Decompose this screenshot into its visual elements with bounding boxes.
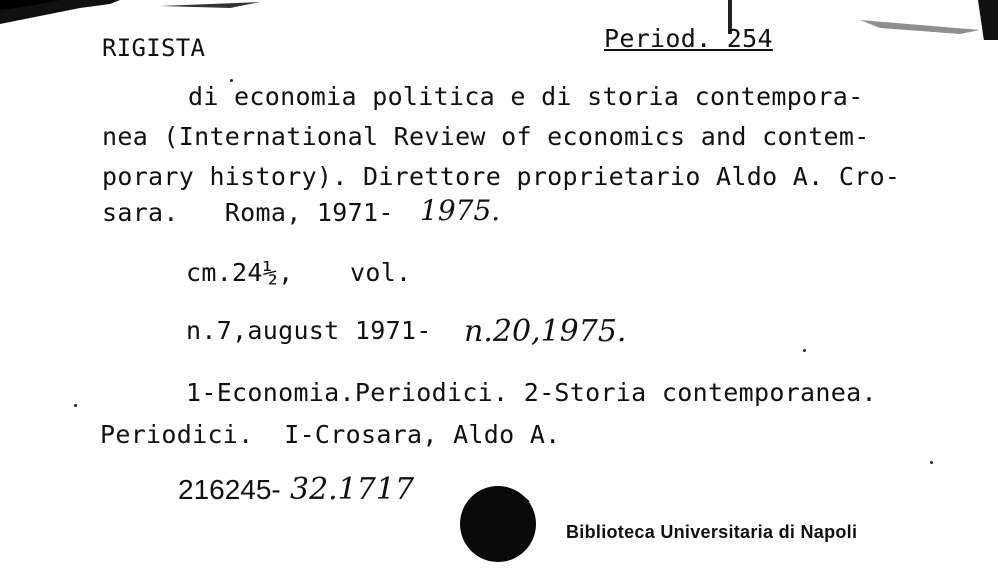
- library-stamp: Biblioteca Universitaria di Napoli: [566, 522, 858, 542]
- subjects-line-2: Periodici. I-Crosara, Aldo A.: [100, 420, 561, 449]
- inventory-handwritten: 32.1717: [290, 472, 415, 507]
- holdings: n.7,august 1971-: [186, 316, 432, 345]
- title-line-2: nea (International Review of economics and contem-: [102, 122, 870, 151]
- speck: [930, 461, 933, 464]
- title-line-4: sara. Roma, 1971-: [102, 198, 394, 227]
- shelf-mark: Period. 254: [604, 24, 773, 53]
- size: cm.24½,: [186, 258, 294, 287]
- library-seal-icon: [457, 478, 539, 562]
- title-line-1: di economia politica e di storia contempora-: [188, 82, 864, 111]
- speck: [803, 349, 806, 352]
- title-line-3: porary history). Direttore proprietario Aldo A. Cro-: [102, 162, 901, 191]
- inventory-number: 216245-: [178, 474, 281, 505]
- speck: [74, 404, 77, 407]
- speck: [230, 79, 233, 82]
- volume: vol.: [350, 258, 412, 287]
- subjects-line-1: 1-Economia.Periodici. 2-Storia contemporanea.: [186, 378, 877, 407]
- holdings-handwritten: n.20,1975.: [464, 314, 627, 349]
- title-line-4-handwritten: 1975.: [420, 194, 501, 227]
- card-heading: RIGISTA: [102, 34, 206, 62]
